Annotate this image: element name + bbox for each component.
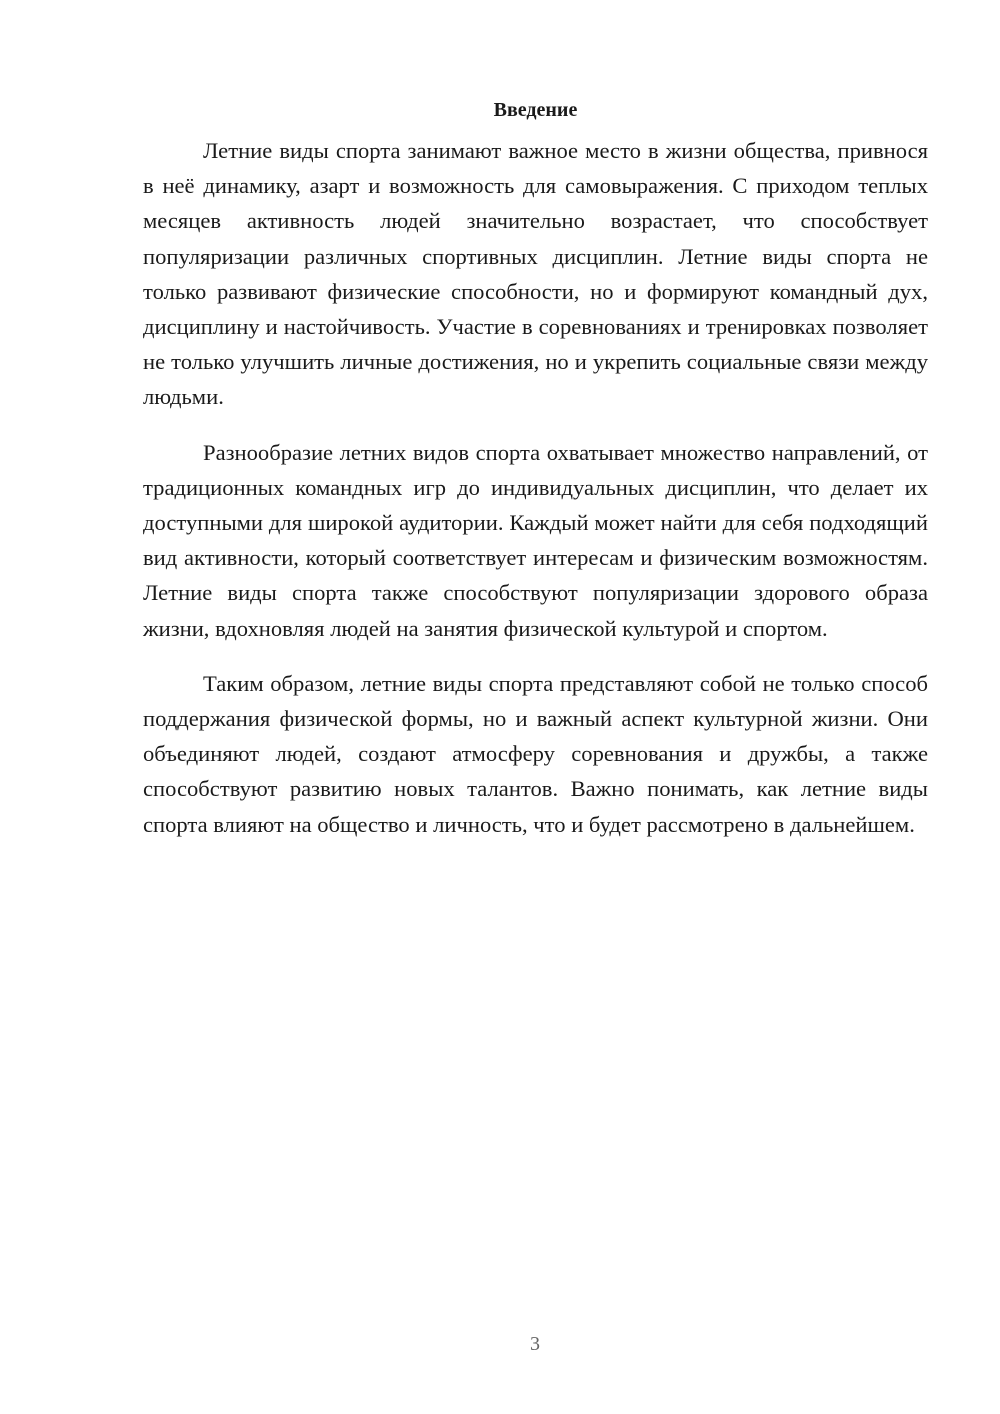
- paragraph-1: Летние виды спорта занимают важное место в жизни общества, привнося в неё динамику, азарт и возможность для самовыражения. С приходом теплых месяцев активность людей значительно возрастает, что способствует популяризации различных спортивных дисциплин. Летние виды спорта не только развивают физические способности, но и формируют командный дух, дисциплину и настойчивость. Участие в соревнованиях и тренировках позволяет не только улучшить личные достижения, но и укрепить социальные связи между людьми.: [143, 138, 928, 410]
- section-heading: Введение: [493, 99, 578, 121]
- page-number: 3: [530, 1333, 540, 1355]
- page-content: [143, 92, 928, 862]
- paragraph-3: Таким образом, летние виды спорта представляют собой не только способ поддержания физической формы, но и важный аспект культурной жизни. Они объединяют людей, создают атмосферу соревнования и дружбы, а также способствуют развитию новых талантов. Важно понимать, как летние виды спорта влияют на общество и личность, что и будет рассмотрено в дальнейшем.: [143, 670, 928, 837]
- paragraph-2: Разнообразие летних видов спорта охватывает множество направлений, от традиционных командных игр до индивидуальных дисциплин, что делает их доступными для широкой аудитории. Каждый может найти для себя подходящий вид активности, который соответствует интересам и физическим возможностям. Летние виды спорта также способствуют популяризации здорового образа жизни, вдохновляя людей на занятия физической культурой и спортом.: [143, 439, 928, 641]
